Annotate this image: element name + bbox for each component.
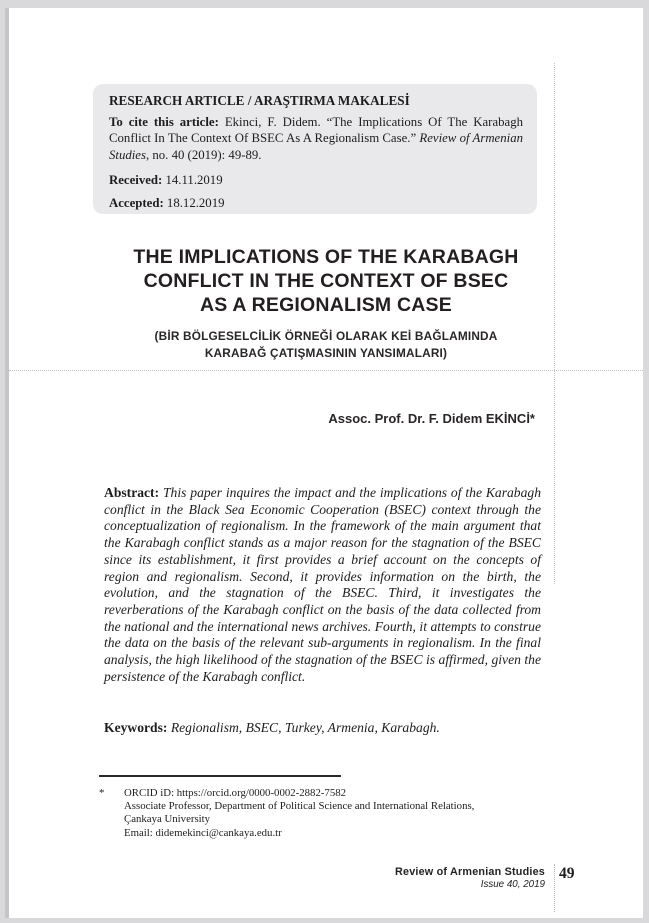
footnote-email: Email: didemekinci@cankaya.edu.tr bbox=[124, 826, 282, 839]
article-subtitle-turkish bbox=[9, 328, 643, 362]
section-label: RESEARCH ARTICLE / ARAŞTIRMA MAKALESİ bbox=[109, 93, 410, 108]
cite-body: Ekinci, F. Didem. “The Implications Of The Karabagh Conflict In The Context Of BSEC As A Regionalism Case.” bbox=[109, 114, 523, 145]
cite-tail: , no. 40 (2019): 49-89. bbox=[145, 147, 262, 162]
accepted-value: 18.12.2019 bbox=[163, 195, 225, 210]
vertical-guide-line-footer bbox=[554, 864, 555, 912]
subtitle-line-1: (BİR BÖLGESELCİLİK ÖRNEĞİ OLARAK KEİ BAĞLAMINDA bbox=[154, 329, 498, 343]
author-name: Assoc. Prof. Dr. F. Didem EKİNCİ* bbox=[328, 411, 535, 426]
keywords-line bbox=[104, 720, 541, 736]
footnote-divider bbox=[99, 775, 341, 777]
footnote-orcid: ORCID iD: https://orcid.org/0000-0002-2882-7582 bbox=[124, 787, 347, 799]
footer-journal-name: Review of Armenian Studies bbox=[395, 866, 545, 878]
abstract-text: This paper inquires the impact and the implications of the Karabagh conflict in the Black Sea Economic Cooperation (BSEC) context through the conceptualization of regionalism. In the framework of the main argument that the Karabagh conflict stands as a major reason for the stagnation of the BSEC since its establishment, it first provides a brief account on the concepts of region and regionalism. Second, it provides information on the birth, the evolution, and the stagnation of the BSEC. Third, it investigates the reverberations of the Karabagh conflict on the basis of the data collected from the national and the international news archives. Fourth, it attempts to construe the data on the basis of the relevant sub-arguments in regionalism. In the final analysis, the high likelihood of the stagnation of the BSEC is affirmed, given the persistence of the Karabagh conflict. bbox=[104, 485, 541, 684]
page-number: 49 bbox=[559, 865, 575, 882]
accepted-label: Accepted: bbox=[109, 195, 164, 210]
article-title bbox=[9, 245, 643, 317]
received-label: Received: bbox=[109, 173, 163, 187]
subtitle-line-2: KARABAĞ ÇATIŞMASININ YANSIMALARI) bbox=[204, 346, 448, 360]
horizontal-guide-line bbox=[9, 370, 643, 371]
citation-box bbox=[93, 84, 537, 214]
citation-text bbox=[109, 114, 523, 164]
keywords-label: Keywords: bbox=[104, 720, 168, 735]
vertical-guide-line-upper bbox=[554, 63, 555, 584]
footnote-marker: * bbox=[99, 787, 105, 799]
abstract-paragraph bbox=[104, 485, 541, 685]
footnote-affiliation: Associate Professor, Department of Political Science and International Relations, bbox=[124, 800, 475, 813]
footer-issue: Issue 40, 2019 bbox=[480, 879, 545, 890]
accepted-date bbox=[109, 195, 523, 212]
article-page bbox=[5, 8, 643, 918]
cite-label: To cite this article: bbox=[109, 114, 219, 129]
cite-journal-name: Review of Armenian Studies bbox=[109, 131, 523, 162]
received-value: 14.11.2019 bbox=[162, 173, 223, 187]
footnote-lines bbox=[124, 787, 519, 840]
received-date bbox=[109, 172, 523, 189]
dates-block bbox=[109, 172, 523, 211]
footnote-university: Çankaya University bbox=[124, 813, 211, 826]
abstract-label: Abstract: bbox=[104, 485, 160, 500]
title-line-2: CONFLICT IN THE CONTEXT OF BSEC bbox=[143, 270, 509, 292]
keywords-text: Regionalism, BSEC, Turkey, Armenia, Karabagh. bbox=[167, 720, 440, 735]
footer-journal-block bbox=[395, 866, 545, 890]
footnote-block bbox=[99, 787, 519, 840]
title-line-1: THE IMPLICATIONS OF THE KARABAGH bbox=[133, 246, 519, 268]
title-line-3: AS A REGIONALISM CASE bbox=[200, 294, 452, 316]
